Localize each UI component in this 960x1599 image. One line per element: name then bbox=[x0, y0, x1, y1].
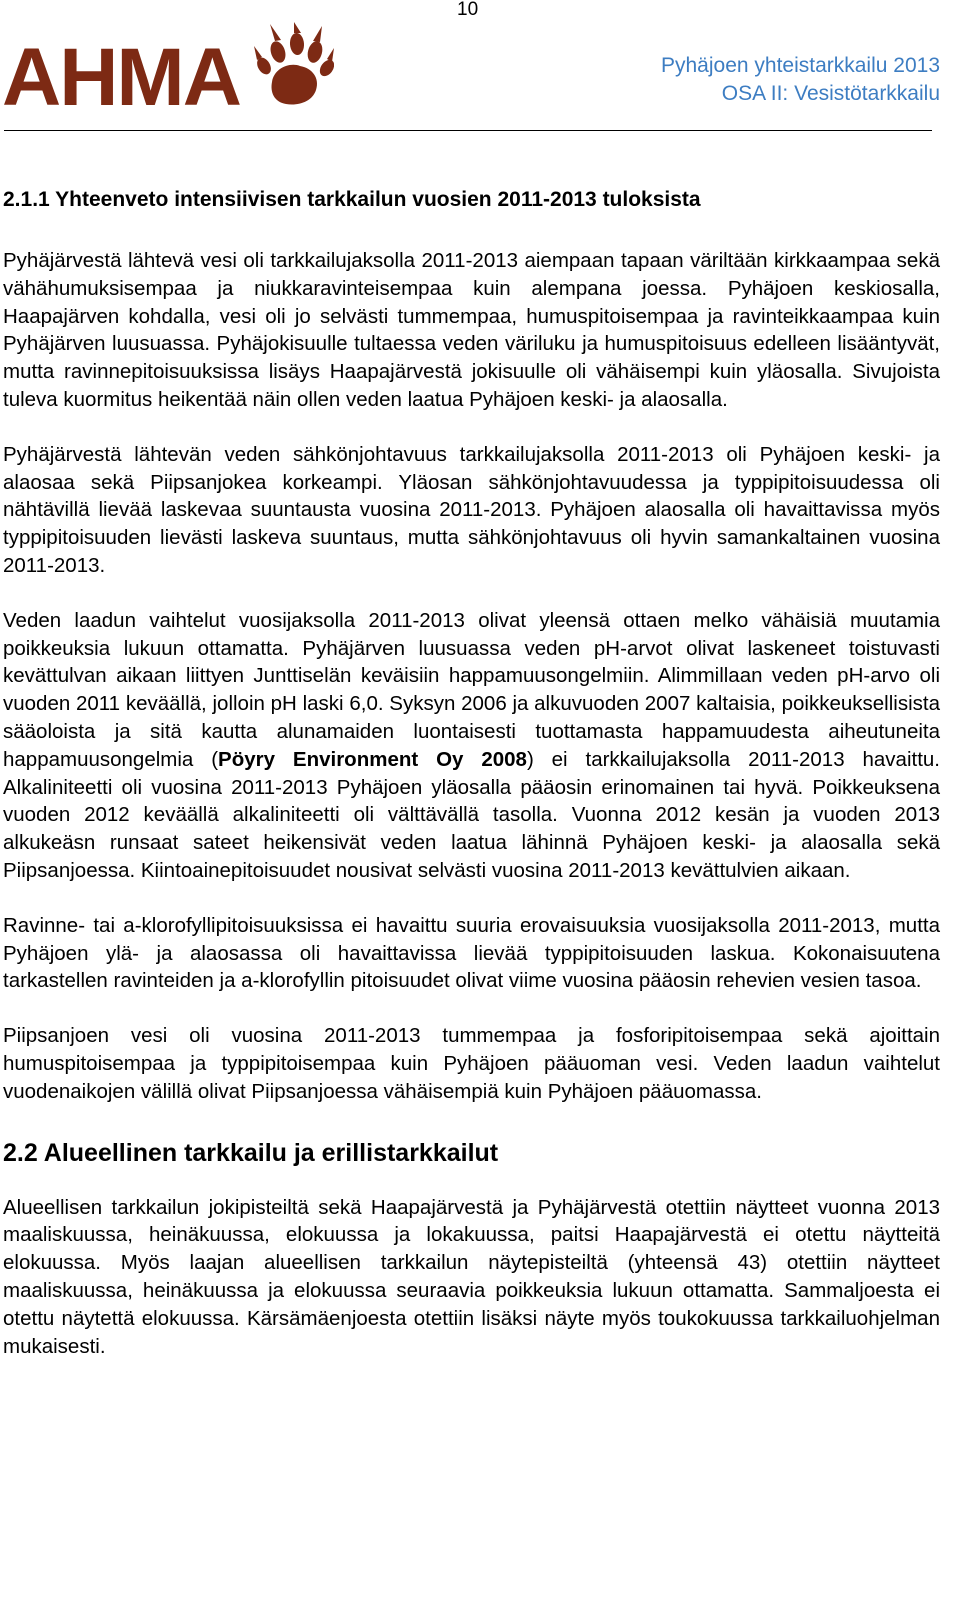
document-header bbox=[661, 52, 940, 108]
paragraph: Piipsanjoen vesi oli vuosina 2011-2013 tummempaa ja fosforipitoisempaa sekä ajoittain humuspitoisempaa ja typpipitoisempaa kuin Pyhäjoen pääuoman vesi. Veden laadun vaihtelut vuodenaikojen välillä olivat Piipsanjoessa vähäisempiä kuin Pyhäjoen pääuomassa. bbox=[3, 1024, 940, 1103]
paragraph: Pyhäjärvestä lähtevän veden sähkönjohtavuus tarkkailujaksolla 2011-2013 oli Pyhäjoen keski- ja alaosaa sekä Piipsanjokea korkeampi. Yläosan sähkönjohtavuudessa ja typpipitoisuudessa oli nähtävillä lievää laskevaa suuntausta vuosina 2011-2013. Pyhäjoen alaosalla oli havaittavissa myös typpipitoisuuden lievästi laskeva suuntaus, mutta sähkönjohtavuus oli hyvin samankaltainen vuosina 2011-2013. bbox=[3, 442, 940, 577]
paragraph: Pyhäjärvestä lähtevä vesi oli tarkkailujaksolla 2011-2013 aiempaan tapaan väriltään kirkkaampaa sekä vähähumuksisempaa ja niukkaravinteisempaa kuin alempana joessa. Pyhäjoen keskiosalla, Haapajärven kohdalla, vesi oli jo selvästi tummempaa, humuspitoisempaa ja ravinteikkaampaa kuin Pyhäjärven luusuassa. Pyhäjokisuulle tultaessa veden väriluku ja humuspitoisuus edelleen lisääntyvät, mutta ravinnepitoisuuksissa lisäys Haapajärvestä jokisuulle oli vähäisempi kuin yläosalla. Sivujoista tuleva kuormitus heikentää näin ollen veden laatua Pyhäjoen keski- ja alaosalla. bbox=[3, 249, 940, 411]
header-divider bbox=[4, 130, 932, 131]
header-subtitle: OSA II: Vesistötarkkailu bbox=[721, 82, 940, 105]
paragraph-text: Veden laadun vaihtelut vuosijaksolla 2011-2013 olivat yleensä ottaen melko vähäisiä muutamia poikkeuksia lukuun ottamatta. Pyhäjärven luusuassa veden pH-arvot olivat laskeneet toistuvasti kevättulvan aikaan liittyen Junttiselän keväisiin happamuusongelmiin. Alimmillaan veden pH-arvo oli vuoden 2011 keväällä, jolloin pH laski 6,0. Syksyn 2006 ja alkuvuoden 2007 kaltaisia, poikkeuksellisista sääoloista ja sitä kautta alunamaiden luontaisesti tuottamasta happamuudesta aiheutuneita happamuusongelmia ( bbox=[3, 608, 940, 771]
section-heading-2-2: 2.2 Alueellinen tarkkailu ja erillistarkkailut bbox=[3, 1138, 499, 1167]
paragraph-text: ) ei tarkkailujaksolla 2011-2013 havaittu. Alkaliniteetti oli vuosina 2011-2013 Pyhäjoen yläosalla pääosin erinomainen tai hyvä. Poikkeuksena vuoden 2012 keväällä alkaliniteetti oli välttävällä tasolla. Vuonna 2012 kesän ja vuoden 2013 alkukeäsn runsaat sateet heikensivät veden laatua lähinnä Pyhäjoen keski- ja alaosalla sekä Piipsanjoessa. Kiintoainepitoisuudet nousivat selvästi vuosina 2011-2013 kevättulvien aikaan. bbox=[3, 747, 940, 882]
paragraph bbox=[3, 607, 940, 885]
header-title: Pyhäjoen yhteistarkkailu 2013 bbox=[660, 54, 940, 77]
section-heading-2-1-1: 2.1.1 Yhteenveto intensiivisen tarkkailun vuosien 2011-2013 tuloksista bbox=[3, 188, 701, 211]
paw-print-icon bbox=[254, 22, 334, 106]
paragraph: Alueellisen tarkkailun jokipisteiltä sekä Haapajärvestä ja Pyhäjärvestä otettiin näytteet vuonna 2013 maaliskuussa, heinäkuussa, elokuussa ja lokakuussa, paitsi Haapajärvestä ei otettu näytteitä elokuussa. Myös laajan alueellisen tarkkailun näytepisteiltä (yhteensä 43) otettiin näytteet maaliskuussa, heinäkuussa ja elokuussa seuraavia poikkeuksia lukuun ottamatta. Sammaljoesta ei otettu näytettä elokuussa. Kärsämäenjoesta otettiin lisäksi näyte myös toukokuussa tarkkailuohjelman mukaisesti. bbox=[3, 1195, 940, 1358]
document-body bbox=[3, 183, 940, 1387]
page-number: 10 bbox=[457, 0, 479, 20]
logo-text: AHMA bbox=[2, 32, 240, 123]
citation: Pöyry Environment Oy 2008 bbox=[218, 747, 527, 771]
paragraph: Ravinne- tai a-klorofyllipitoisuuksissa ei havaittu suuria erovaisuuksia vuosijaksolla 2011-2013, mutta Pyhäjoen ylä- ja alaosassa oli havaittavissa lievää typpipitoisuuden laskua. Kokonaisuutena tarkastellen ravinteiden ja a-klorofyllin pitoisuudet olivat viime vuosina pääosin rehevien vesien tasoa. bbox=[3, 913, 940, 993]
ahma-logo bbox=[2, 22, 332, 123]
